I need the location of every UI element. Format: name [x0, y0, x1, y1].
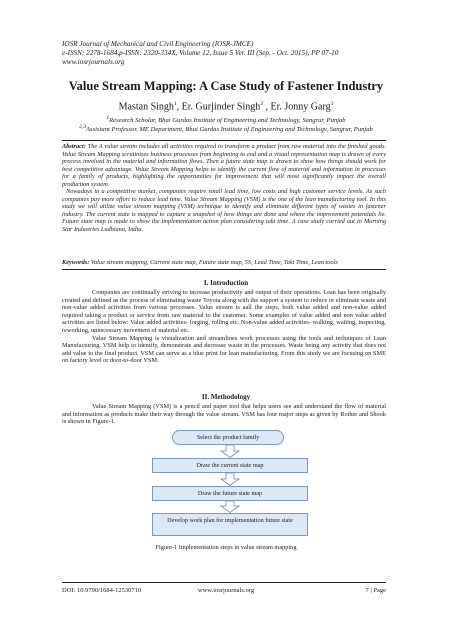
vsm-steps-flowchart: [152, 430, 308, 536]
section-1-paragraph-2: Value Stream Mapping is visualization and streamlines work processes using the tools and techniques of Lean Manufacturing. VSM help to identify, demonstrate and decrease waste in the processes. Waste being any activity that does not add value to the final product. VSM can serve as a blue print for lean manufacturing. From this study we are focusing on SME on factory level or door-to-door VSM.: [62, 334, 386, 365]
section-2-paragraph-1: Value Stream Mapping (VSM) is a pencil and paper tool that helps users see and understand the flow of material and information as products make their way through the value stream. VSM has four major steps as given by Rother and Shook is shown in Figure-1.: [62, 403, 386, 426]
flow-step-1: Select the product family: [172, 430, 284, 445]
author-list: [0, 101, 452, 112]
down-arrow-icon: [220, 473, 240, 486]
keywords-label: Keywords:: [62, 259, 90, 266]
keywords-text: Value stream mapping, Current state map, Future state map, 5S, Lead Time, Takt Time, Lean tools: [89, 259, 338, 266]
journal-site: www.iosrjournals.org: [62, 58, 125, 66]
abstract-top-rule: [62, 140, 386, 141]
journal-issn: e-ISSN: 2278-1684,p-ISSN: 2320-334X, Volume 12, Issue 5 Ver. III (Sep. - Oct. 2015), PP 07-10: [62, 49, 339, 57]
section-2-heading: II. Methodology: [201, 393, 251, 401]
figure-caption: Figure-1 Implementation steps in value stream mapping: [155, 544, 297, 551]
section-1-heading: I. Introduction: [203, 279, 249, 287]
section-1-body: [62, 289, 386, 365]
section-1-paragraph-1: Companies are continually striving to increase productivity and output of their operations. Lean has been originally created and defined as the process of eliminating waste Toyota along with the support a system to reduce or eliminate waste and non-value added activities from various processes. Value stream is aall the steps, both value added and non-value added required taking a product or service from raw material to the customer. Some examples of value added and non value added activities are listed below: Value added activities- forging, rolling etc. Non-value added activities- walking, waiting, inspecting, reworking, unnecessary movement of material etc.: [62, 289, 386, 334]
affiliation-1-sup: 1: [106, 115, 110, 121]
keywords: [62, 259, 386, 266]
down-arrow-icon: [220, 501, 240, 513]
footer-page-number: 7 | Page: [365, 587, 386, 594]
journal-header: [62, 40, 338, 67]
author-2-sup: 2: [260, 101, 264, 107]
abstract-p2: Nowadays in a competitive market, companies require small lead time, low costs and high customer service levels. As such companies pay more effort to reduce lead time. Value Stream Mapping (VSM) is the one of the lean manufacturing tool. In this study we will utilize value stream mapping (VSM) technique to identify and eliminate different types of wastes in fastener industry. The current state is mapped to capture a snapshot of how things are done and where the improvement potentials lie. Future state map is made to show the implementation action plan considering takt time. A case study carried out in Morning Star Industries Ludhiana, India.: [62, 188, 386, 234]
abstract-p1: The A value stream includes all activities required to transform a product from raw material into the finished goods. Value Stream Mapping scrutinizes business processes from beginning to end and a visual representation map is drawn of every process involved in the material and information flows. Then a future state map is drawn to show how things should work for best competitive advantage. Value Stream Mapping helps to identify the current flow of material and information in processes for a family of products, highlighting the opportunities for improvement that will most significantly impact the overall production system.: [62, 143, 386, 188]
footer-doi: DOI: 10.9790/1684-12530710: [62, 587, 142, 594]
author-2: , Er. Gurjinder Singh: [176, 101, 261, 113]
journal-name: IOSR Journal of Mechanical and Civil Engineering (IOSR-JMCE): [62, 40, 254, 48]
abstract-bottom-rule: [62, 269, 386, 270]
footer-site: www.iosrjournals.org: [197, 587, 255, 594]
author-1-sup: 1: [173, 101, 177, 107]
abstract: [62, 143, 386, 234]
affiliation-1-text: Research Scholar, Bhai Gurdas Institute of Engineering and Technology, Sangrur, Punjab: [109, 117, 346, 125]
affiliation-1: [0, 115, 452, 124]
abstract-label: Abstract:: [62, 143, 86, 150]
section-2-body: [62, 403, 386, 426]
author-1: Mastan Singh: [118, 101, 174, 113]
author-3: , Er. Jonny Garg: [263, 101, 331, 113]
affiliation-2-text: Assistant Professor, ME Department, Bhai Gurdas Institute of Engineering and Technology, Sangrur, Punjab: [86, 126, 373, 134]
flow-step-4: Develop work plan for implementation future state: [152, 513, 308, 536]
footer-rule: [62, 582, 386, 583]
down-arrow-icon: [220, 445, 240, 458]
affiliation-2: [0, 124, 452, 133]
affiliation-2-sup: 2,3: [79, 124, 87, 130]
flow-step-2: Draw the current state map: [152, 458, 308, 473]
author-3-sup: 3: [330, 101, 334, 107]
flow-step-3: Draw the future state map: [152, 486, 308, 501]
paper-title: Value Stream Mapping: A Case Study of Fastener Industry: [68, 79, 384, 93]
